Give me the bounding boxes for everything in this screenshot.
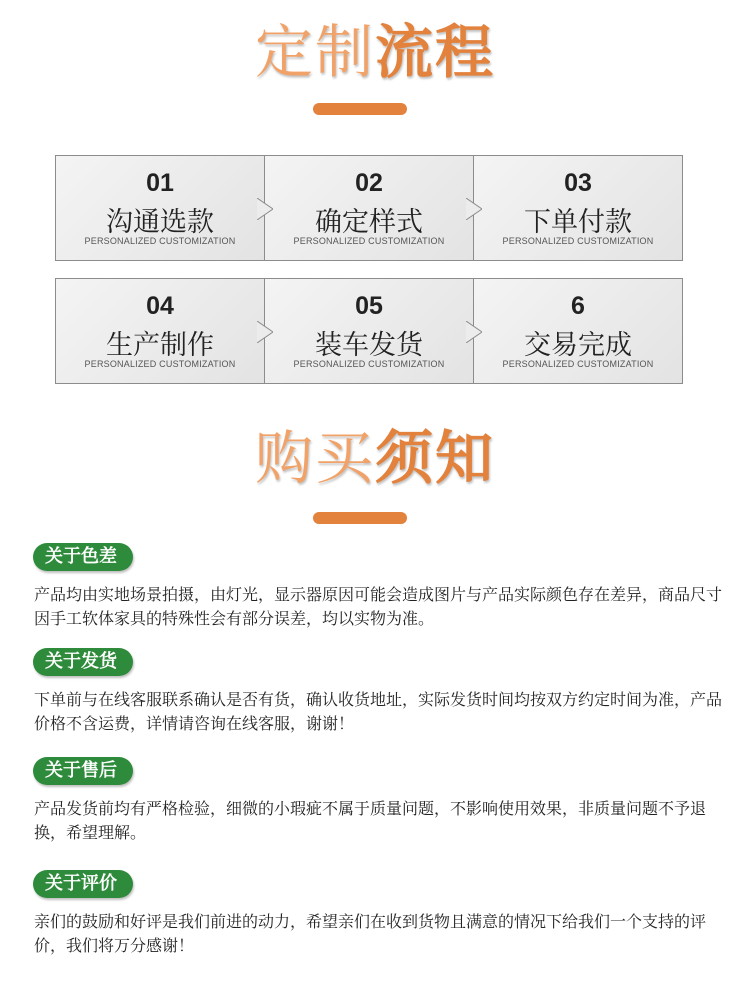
notice-text-after-sales: 产品发货前均有严格检验，细微的小瑕疵不属于质量问题，不影响使用效果，非质量问题不予退换，希望理解。: [34, 799, 707, 842]
notice-text-color-difference: 产品均由实地场景拍摄，由灯光，显示器原因可能会造成图片与产品实际颜色存在差异，商品尺寸因手工软体家具的特殊性会有部分误差，均以实物为准。: [34, 585, 723, 628]
process-title-light: 定制: [254, 18, 375, 86]
step-subtitle: PERSONALIZED CUSTOMIZATION: [293, 359, 445, 369]
process-title: [0, 17, 750, 87]
chevron-right-icon: [257, 198, 273, 220]
notice-text-shipping: 下单前与在线客服联系确认是否有货，确认收货地址，实际发货时间均按双方约定时间为准，产品价格不含运费，详情请咨询在线客服，谢谢！: [34, 690, 723, 733]
notice-title-bold: 须知: [375, 424, 496, 492]
notice-title-light: 购买: [254, 424, 375, 492]
process-steps-row-1: [55, 155, 683, 261]
chevron-right-icon: [257, 321, 273, 343]
step-subtitle: PERSONALIZED CUSTOMIZATION: [84, 236, 236, 246]
step-subtitle: PERSONALIZED CUSTOMIZATION: [502, 236, 654, 246]
step-subtitle: PERSONALIZED CUSTOMIZATION: [293, 236, 445, 246]
notice-text-review: 亲们的鼓励和好评是我们前进的动力，希望亲们在收到货物且满意的情况下给我们一个支持的评价，我们将万分感谢！: [34, 912, 707, 955]
step-number: 02: [355, 169, 383, 197]
step-name: 确定样式: [315, 207, 423, 238]
step-name: 装车发货: [315, 330, 423, 361]
step-subtitle: PERSONALIZED CUSTOMIZATION: [84, 359, 236, 369]
process-step-4: [56, 279, 264, 383]
process-step-6: [473, 279, 682, 383]
step-name: 生产制作: [106, 330, 214, 361]
process-step-1: [56, 156, 264, 260]
process-steps-row-2: [55, 278, 683, 384]
notice-label-after-sales: 关于售后: [33, 757, 133, 785]
process-step-3: [473, 156, 682, 260]
step-number: 03: [564, 169, 592, 197]
step-number: 6: [571, 292, 585, 320]
process-step-2: [264, 156, 473, 260]
step-subtitle: PERSONALIZED CUSTOMIZATION: [502, 359, 654, 369]
step-number: 04: [146, 292, 174, 320]
step-number: 01: [146, 169, 174, 197]
process-step-5: [264, 279, 473, 383]
chevron-right-icon: [466, 321, 482, 343]
process-title-underline: [313, 103, 407, 115]
notice-label-color-difference: 关于色差: [33, 543, 133, 571]
step-name: 沟通选款: [106, 207, 214, 238]
process-title-bold: 流程: [375, 18, 496, 86]
step-name: 交易完成: [524, 330, 632, 361]
step-number: 05: [355, 292, 383, 320]
step-name: 下单付款: [524, 207, 632, 238]
chevron-right-icon: [466, 198, 482, 220]
notice-label-shipping: 关于发货: [33, 648, 133, 676]
notice-label-review: 关于评价: [33, 870, 133, 898]
notice-title: [0, 423, 750, 493]
notice-title-underline: [313, 512, 407, 524]
